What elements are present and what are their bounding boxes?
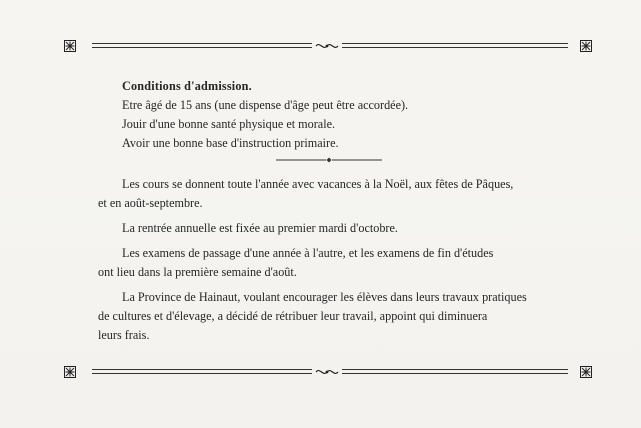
paragraph-courses-line2: et en août-septembre. xyxy=(98,196,203,210)
right-corner-ornament-icon xyxy=(580,40,592,52)
section-separator-icon xyxy=(276,156,382,164)
paragraph-province-line1: La Province de Hainaut, voulant encourager les élèves dans leurs travaux pratiques xyxy=(122,290,527,304)
left-corner-ornament-icon xyxy=(64,40,76,52)
paragraph-rentree: La rentrée annuelle est fixée au premier mardi d'octobre. xyxy=(122,221,398,235)
paragraph-province-line2: de cultures et d'élevage, a décidé de rétribuer leur travail, appoint qui diminuera xyxy=(98,309,488,323)
paragraph-province-line3: leurs frais. xyxy=(98,328,150,342)
paragraph-examens-line2: ont lieu dans la première semaine d'août. xyxy=(98,265,297,279)
center-flourish-icon xyxy=(314,40,340,52)
paragraph-examens-line1: Les examens de passage d'une année à l'autre, et les examens de fin d'études xyxy=(122,246,494,260)
left-corner-ornament-icon xyxy=(64,366,76,378)
conditions-heading: Conditions d'admission. xyxy=(122,79,252,93)
condition-line-health: Jouir d'une bonne santé physique et morale. xyxy=(122,117,336,131)
condition-line-education: Avoir une bonne base d'instruction primaire. xyxy=(122,136,339,150)
condition-line-age: Etre âgé de 15 ans (une dispense d'âge peut être accordée). xyxy=(122,98,409,112)
right-corner-ornament-icon xyxy=(580,366,592,378)
center-flourish-icon xyxy=(314,366,340,378)
paragraph-courses-line1: Les cours se donnent toute l'année avec vacances à la Noël, aux fêtes de Pâques, xyxy=(122,177,514,191)
